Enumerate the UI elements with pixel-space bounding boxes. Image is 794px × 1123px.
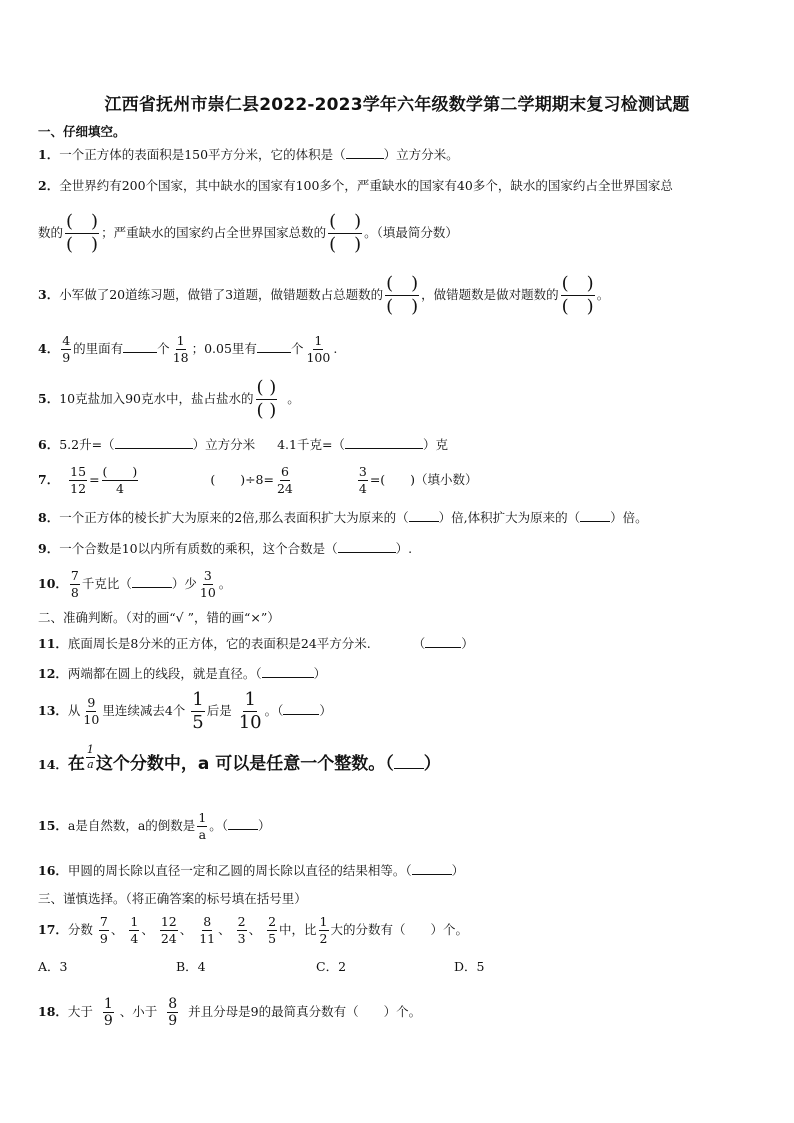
answer-blank[interactable] [346,148,384,159]
fraction: $\frac{9}{10}$ [83,695,100,727]
option-a[interactable]: A．3 [38,959,68,974]
section-3-heading: 三、谨慎选择。（将正确答案的标号填在括号里） [38,891,307,906]
fraction-blank[interactable]: $\frac{( )}{( )}$ [561,273,594,317]
fraction: $\frac{6}{24}$ [276,464,293,496]
question-13: 13．从 $\frac{9}{10}$ 里连续减去4个 $\frac{1}{5}$ 后是 $\frac{1}{10}$ 。（ ） [38,689,332,733]
question-7: 7． $\frac{15}{12}$ = $\frac{( )}{4}$ ( )÷8= $\frac{6}{24}$ $\frac{3}{4}$ =( )（填小数） [38,464,478,496]
answer-blank[interactable] [580,511,610,522]
answer-blank[interactable] [228,819,258,830]
section-1-heading: 一、仔细填空。 [38,124,126,139]
option-c[interactable]: C．2 [316,959,347,974]
fraction: $\frac{7}{8}$ [70,568,79,600]
question-11: 11．底面周长是8分米的正方体，它的表面积是24平方分米. （ ） [38,636,474,651]
question-2: 2．全世界约有200个国家，其中缺水的国家有100多个，严重缺水的国家有40多个，缺水的国家约占全世界国家总 [38,178,673,193]
fraction: $\frac{3}{10}$ [199,568,216,600]
fraction: $\frac{1}{a}$ [86,743,94,771]
answer-blank[interactable] [257,342,291,353]
question-14: 14．在 $\frac{1}{a}$ 这个分数中，a 可以是任意一个整数。（ ） [38,743,441,774]
fraction: $\frac{12}{24}$ [160,914,177,946]
fraction: $\frac{1}{10}$ [238,689,262,733]
answer-blank[interactable] [394,758,424,769]
question-6: 6．5.2升=（ ）立方分米 4.1千克=（ ）克 [38,437,448,452]
fraction: $\frac{4}{9}$ [62,333,71,365]
page-title: 江西省抚州市崇仁县2022-2023学年六年级数学第二学期期末复习检测试题 [104,95,690,115]
answer-blank[interactable] [412,864,452,875]
answer-blank[interactable] [123,342,157,353]
answer-blank[interactable] [345,438,423,449]
fraction: $\frac{1}{4}$ [130,914,139,946]
answer-blank[interactable] [115,438,193,449]
answer-blank[interactable] [283,704,319,715]
question-8: 8．一个正方体的棱长扩大为原来的2倍,那么表面积扩大为原来的（ ）倍,体积扩大为原来的（ ）倍。 [38,510,648,525]
question-18: 18．大于 $\frac{1}{9}$ 、小于 $\frac{8}{9}$ 并且分母是9的最简真分数有（ ）个。 [38,996,422,1029]
fraction: $\frac{2}{3}$ [237,914,246,946]
question-3: 3．小军做了20道练习题，做错了3道题，做错题数占总题数的 $\frac{( )}{( )}$ ，做错题数是做对题数的 $\frac{( )}{( )}$ 。 [38,273,610,317]
section-2-heading: 二、准确判断。（对的画“√ ”，错的画“×”） [38,610,280,625]
question-1: 1．一个正方体的表面积是150平方分米，它的体积是（ ）立方分米。 [38,147,459,162]
answer-blank[interactable] [425,637,461,648]
fraction: $\frac{8}{11}$ [199,914,216,946]
question-10: 10． $\frac{7}{8}$ 千克比（ ）少 $\frac{3}{10}$ 。 [38,568,232,600]
question-12: 12．两端都在圆上的线段，就是直径。（ ） [38,666,327,681]
fraction-blank[interactable]: $\frac{( )}{( )}$ [256,377,277,421]
option-b[interactable]: B．4 [176,959,206,974]
fraction: $\frac{1}{100}$ [306,333,331,365]
fraction-blank[interactable]: $\frac{( )}{( )}$ [66,211,99,255]
answer-blank[interactable] [338,542,396,553]
option-d[interactable]: D．5 [454,959,485,974]
fraction: $\frac{1}{18}$ [172,333,189,365]
question-4: 4． $\frac{4}{9}$ 的里面有 个 $\frac{1}{18}$ ；0.05里有 个 $\frac{1}{100}$ . [38,333,338,365]
answer-blank[interactable] [262,667,314,678]
fraction-blank[interactable]: $\frac{( )}{4}$ [102,464,138,496]
fraction-blank[interactable]: $\frac{( )}{( )}$ [329,211,362,255]
answer-blank[interactable] [409,511,439,522]
fraction: $\frac{8}{9}$ [168,996,178,1029]
question-17: 17．分数 $\frac{7}{9}$ 、 $\frac{1}{4}$ 、 $\frac{12}{24}$ 、 $\frac{8}{11}$ 、 $\frac{2}{3}$ 、 $\frac{2}{5}$ 中，比 $\frac{1}{2}$ 大的分数有（ ）个。 [38,914,469,946]
fraction: $\frac{15}{12}$ [70,464,87,496]
answer-blank[interactable] [132,577,172,588]
fraction: $\frac{1}{a}$ [198,810,207,842]
question-15: 15．a是自然数，a的倒数是 $\frac{1}{a}$ 。（ ） [38,810,271,842]
fraction: $\frac{7}{9}$ [99,914,108,946]
fraction: $\frac{1}{5}$ [192,689,204,733]
question-2-line2: 数的 $\frac{( )}{( )}$ ；严重缺水的国家约占全世界国家总数的 $\frac{( )}{( )}$ 。（填最简分数） [38,211,458,255]
question-16: 16．甲圆的周长除以直径一定和乙圆的周长除以直径的结果相等。（ ） [38,863,465,878]
fraction: $\frac{3}{4}$ [358,464,367,496]
question-5: 5．10克盐加入90克水中，盐占盐水的 $\frac{( )}{( )}$ 。 [38,377,300,421]
fraction: $\frac{2}{5}$ [268,914,277,946]
fraction: $\frac{1}{9}$ [103,996,113,1029]
fraction: $\frac{1}{2}$ [319,914,328,946]
question-9: 9．一个合数是10以内所有质数的乘积，这个合数是（ ）. [38,541,413,556]
question-17-options [38,959,484,975]
fraction-blank[interactable]: $\frac{( )}{( )}$ [386,273,419,317]
